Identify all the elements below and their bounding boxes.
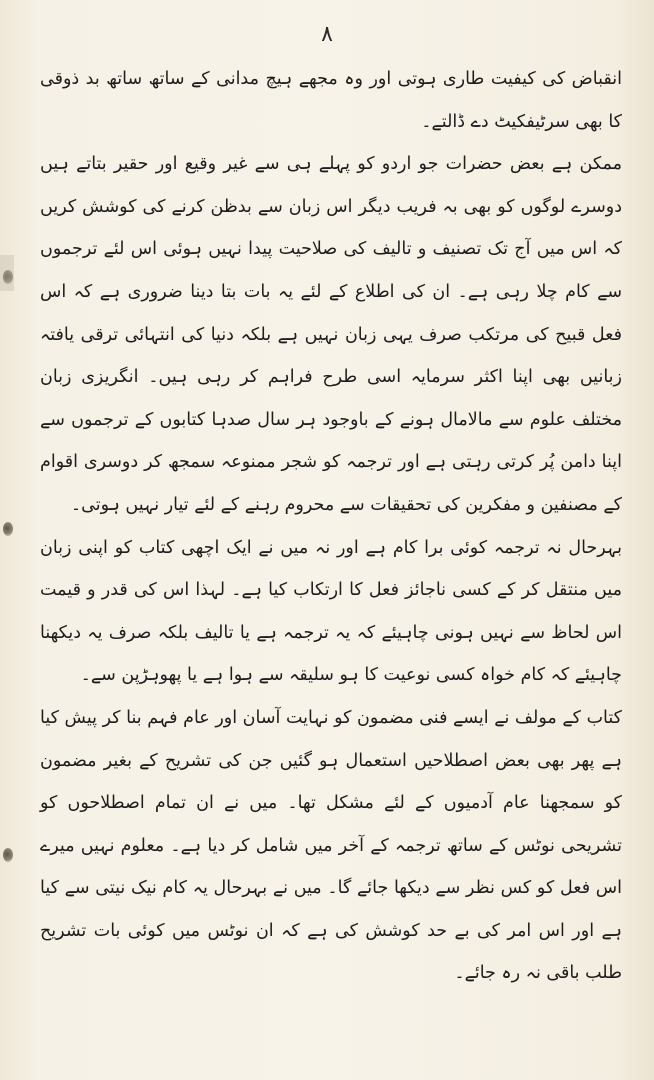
punch-hole-mark: [3, 848, 13, 862]
paragraph-1: انقباض کی کیفیت طاری ہوتی اور وہ مجھے ہیچ مدانی کے ساتھ ساتھ بد ذوقی کا بھی سرٹیفکیٹ دے ڈالتے۔: [40, 69, 622, 132]
page-number: ۸: [321, 22, 333, 47]
paragraph-2: ممکن ہے بعض حضرات جو اردو کو پہلے ہی سے غیر وقیع اور حقیر بتاتے ہیں دوسرے لوگوں کو بھی بہ فریب دیگر اس زبان سے بدظن کرنے کی کوشش کریں کہ اس میں آج تک تصنیف و تالیف کی صلاحیت پیدا نہیں ہوئی اس لئے ترجموں سے کام چلا رہی ہے۔ ان کی اطلاع کے لئے یہ بات بتا دینا ضروری ہے کہ اس فعل قبیح کی مرتکب صرف یہی زبان نہیں ہے بلکہ دنیا کی انتہائی ترقی یافتہ زبانیں بھی اپنا اکثر سرمایہ اسی طرح فراہم کر رہی ہیں۔ انگریزی زبان مختلف علوم سے مالامال ہونے کے باوجود ہر سال صدہا کتابوں کے ترجموں سے اپنا دامن پُر کرتی رہتی ہے اور ترجمہ کو شجر ممنوعہ سمجھ کر دوسری اقوام کے مصنفین و مفکرین کی تحقیقات سے محروم رہنے کے لئے تیار نہیں ہوتی۔: [40, 154, 622, 515]
punch-hole-mark: [3, 522, 13, 536]
paragraph-3: بہرحال نہ ترجمہ کوئی برا کام ہے اور نہ میں نے ایک اچھی کتاب کو اپنی زبان میں منتقل کر کے کسی ناجائز فعل کا ارتکاب کیا ہے۔ لہذا اس کی قدر و قیمت اس لحاظ سے نہیں ہونی چاہیئے کہ یہ ترجمہ ہے یا تالیف بلکہ صرف یہ دیکھنا چاہیئے کہ کام خواہ کسی نوعیت کا ہو سلیقہ سے ہوا ہے یا پھوہڑپن سے۔: [40, 537, 622, 686]
binding-mark: [0, 255, 14, 291]
body-text: [40, 58, 622, 995]
paragraph-4: کتاب کے مولف نے ایسے فنی مضمون کو نہایت آسان اور عام فہم بنا کر پیش کیا ہے پھر بھی بعض اصطلاحیں استعمال ہو گئیں جن کی تشریح کے بغیر مضمون کو سمجھنا عام آدمیوں کے لئے مشکل تھا۔ میں نے ان تمام اصطلاحوں کو تشریحی نوٹس کے ساتھ ترجمہ کے آخر میں شامل کر دیا ہے۔ معلوم نہیں میرے اس فعل کو کس نظر سے دیکھا جائے گا۔ میں نے بہرحال یہ کام نیک نیتی سے کیا ہے اور اس امر کی بے حد کوشش کی ہے کہ ان نوٹس میں کوئی بات تشریح طلب باقی نہ رہ جائے۔: [40, 707, 622, 984]
